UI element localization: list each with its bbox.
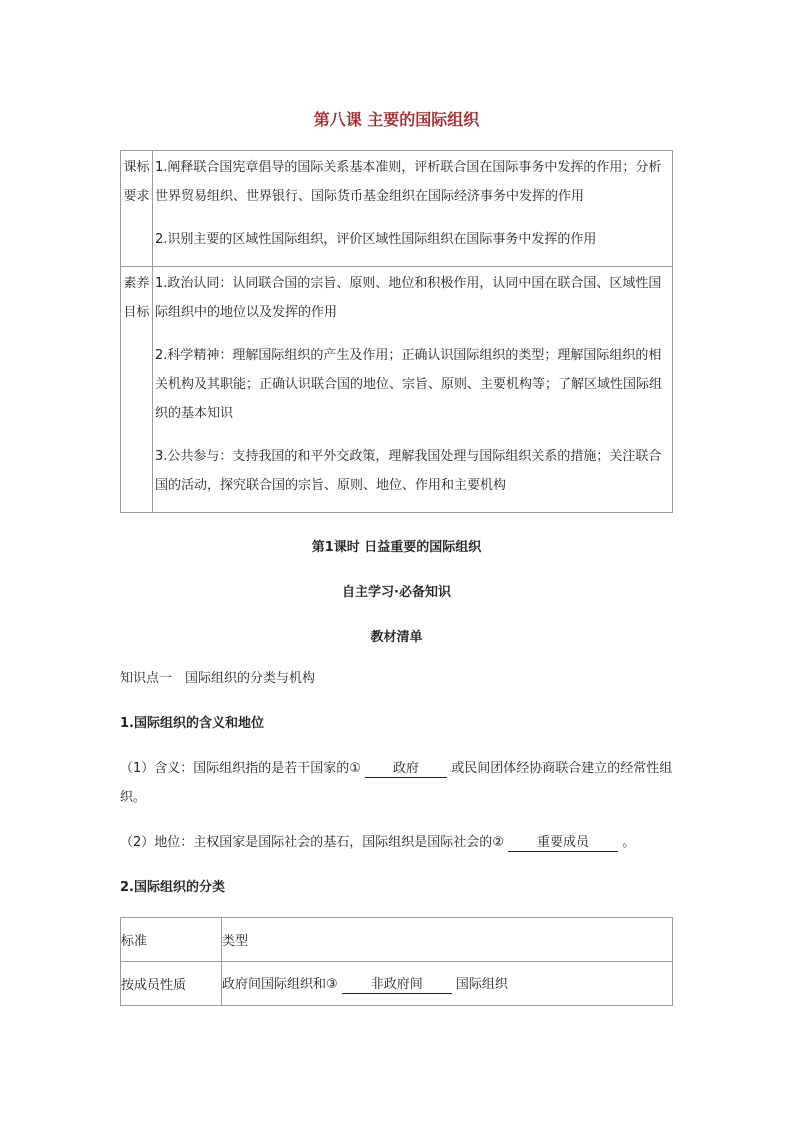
table-row [121,151,673,267]
lesson-title: 第1课时 日益重要的国际组织 [311,540,482,555]
item-status [120,828,673,857]
header-cell-standard: 标准 [121,918,222,962]
standards-table [120,150,673,513]
cell-standard: 按成员性质 [121,962,222,1006]
row-content [153,151,673,267]
row-label [121,151,153,267]
standard-item: 1.阐释联合国宪章倡导的国际关系基本准则，评析联合国在国际事务中发挥的作用；分析世界贸易组织、世界银行、国际货币基金组织在国际经济事务中发挥的作用 [155,160,662,204]
item-text: （2）地位：主权国家是国际社会的基石，国际组织是国际社会的② [120,835,509,850]
row-label-line: 课标 [123,160,150,175]
row-content [153,267,673,513]
item-meaning [120,754,673,812]
cell-text: 政府间国际组织和③ [222,977,342,992]
section-title: 自主学习·必备知识 [342,585,451,600]
item-text: 。 [618,835,636,850]
cell-text: 国际组织 [451,977,508,992]
header-cell-type: 类型 [222,918,673,962]
goal-item: 2.科学精神：理解国际组织的产生及作用；正确认识国际组织的类型；理解国际组织的相关机构及其职能；正确认识联合国的地位、宗旨、原则、主要机构等；了解区域性国际组织的基本知识 [155,348,663,421]
heading-classification: 2.国际组织的分类 [120,880,225,895]
goal-item: 3.公共参与：支持我国的和平外交政策，理解我国处理与国际组织关系的措施；关注联合国的活动，探究联合国的宗旨、原则、地位、作用和主要机构 [155,449,662,493]
table-row [121,962,673,1006]
table-row [121,267,673,513]
heading-meaning: 1.国际组织的含义和地位 [120,716,264,731]
page-title: 第八课 主要的国际组织 [313,110,480,129]
row-label-line: 目标 [123,305,150,320]
row-label-line: 要求 [123,189,150,204]
item-text: （1）含义：国际组织指的是若干国家的① [120,761,366,776]
answer-blank: 非政府间 [342,977,452,994]
row-label [121,267,153,513]
goal-item: 1.政治认同：认同联合国的宗旨、原则、地位和积极作用，认同中国在联合国、区域性国际组织中的地位以及发挥的作用 [155,276,662,320]
knowledge-point: 知识点一 国际组织的分类与机构 [120,671,316,686]
table-header-row [121,918,673,962]
subsection-title: 教材清单 [370,630,423,645]
answer-blank: 政府 [365,761,447,778]
item-text: 或民间团体经协商联合建立的经常性组织。 [120,761,673,805]
answer-blank: 重要成员 [508,835,618,852]
row-label-line: 素养 [123,276,150,291]
classification-table [120,917,673,1006]
standard-item: 2.识别主要的区域性国际组织，评价区域性国际组织在国际事务中发挥的作用 [155,232,597,247]
cell-type [222,962,673,1006]
